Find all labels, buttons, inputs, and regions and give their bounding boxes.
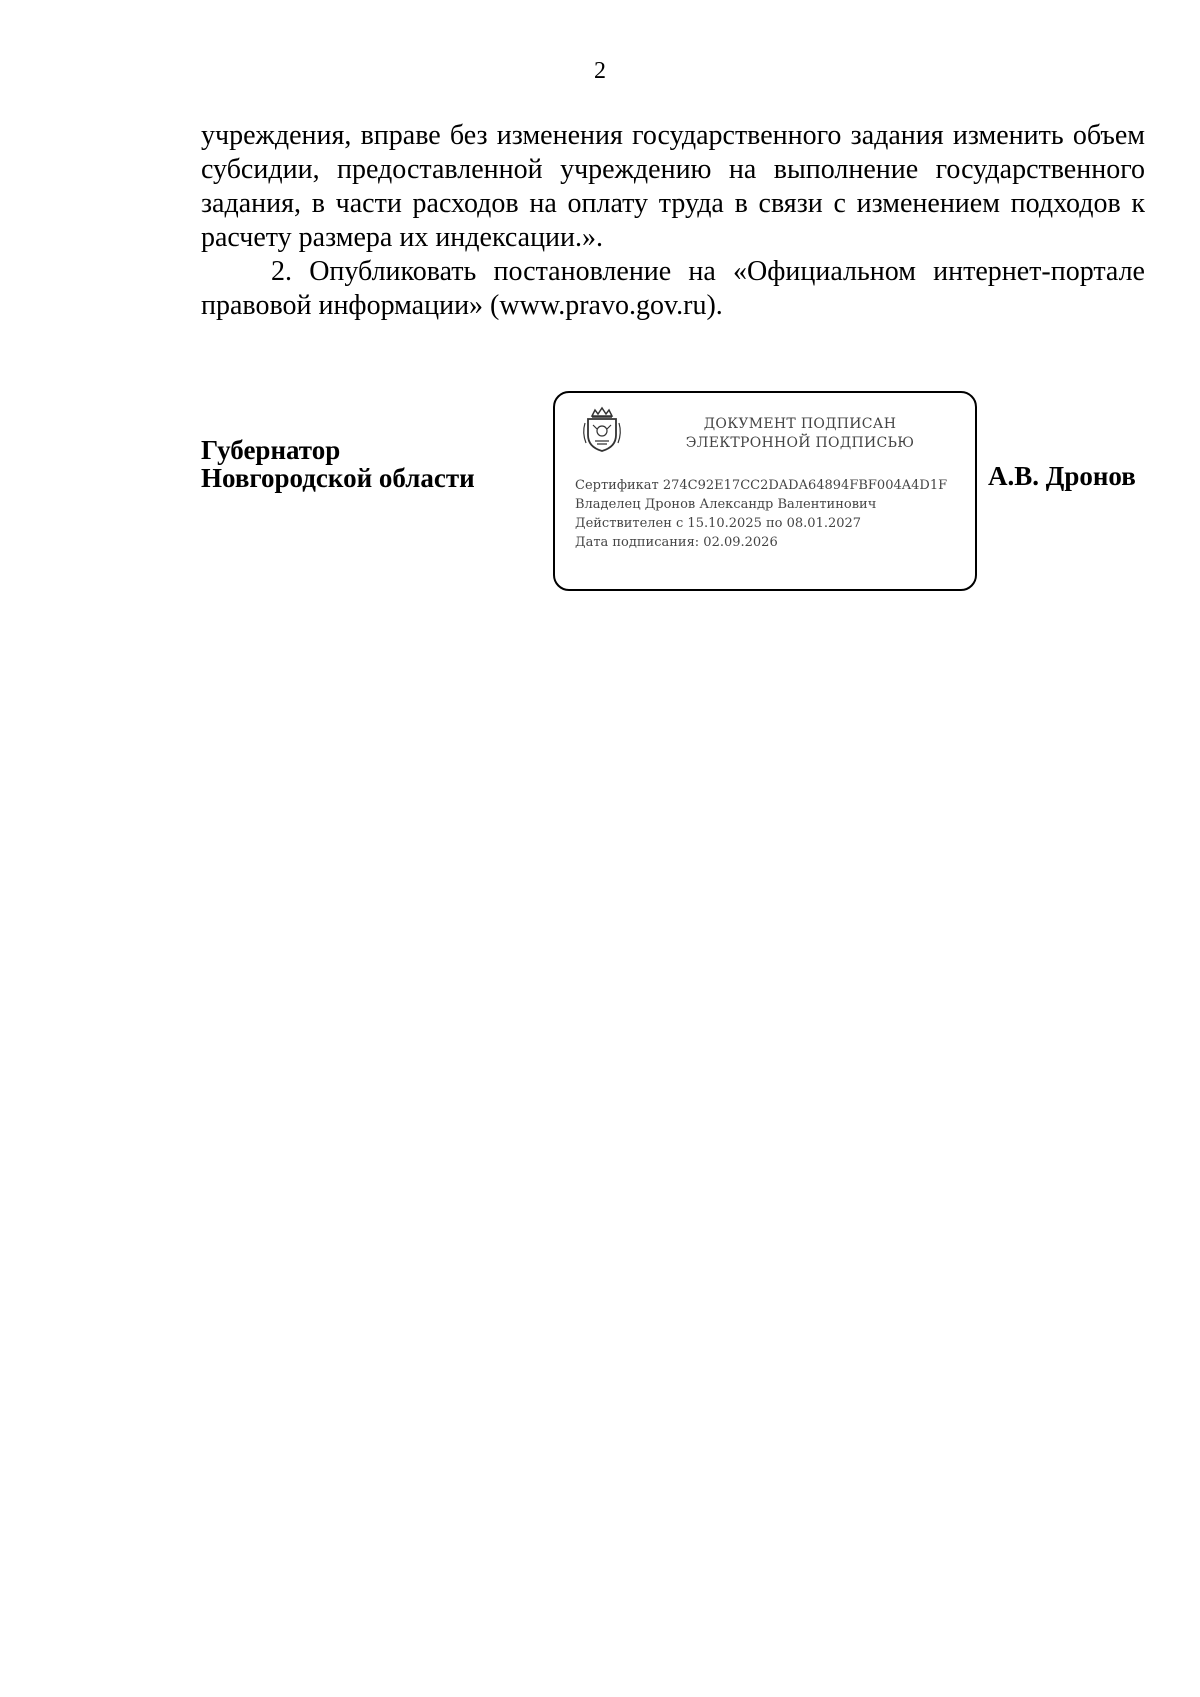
document-body [201,119,1145,323]
stamp-header-line2: ЭЛЕКТРОННОЙ ПОДПИСЬЮ [685,435,915,451]
signatory-title [201,436,475,492]
page-number: 2 [594,58,606,84]
stamp-header [645,415,955,453]
signatory-position: Губернатор [201,435,341,465]
electronic-signature-stamp [553,391,977,591]
signatory-region: Новгородской области [201,463,475,493]
stamp-certificate: Сертификат 274C92E17CC2DADA64894FBF004A4D1F [575,478,948,493]
stamp-header-line1: ДОКУМЕНТ ПОДПИСАН [703,416,897,432]
paragraph-publication: 2. Опубликовать постановление на «Официальном интернет-портале правовой информации» (www.pravo.gov.ru). [201,256,1145,321]
stamp-signed-date: Дата подписания: 02.09.2026 [575,535,778,550]
signatory-name: А.В. Дронов [988,461,1136,491]
paragraph-continuation: учреждения, вправе без изменения государственного задания изменить объем субсидии, предоставленной учреждению на выполнение государственного задания, в части расходов на оплату труда в связи с изменением подходов к расчету размера их индексации.». [201,120,1145,253]
coat-of-arms-icon [581,405,623,453]
stamp-owner: Владелец Дронов Александр Валентинович [575,497,877,512]
stamp-details [575,476,975,552]
stamp-validity: Действителен с 15.10.2025 по 08.01.2027 [575,516,862,531]
